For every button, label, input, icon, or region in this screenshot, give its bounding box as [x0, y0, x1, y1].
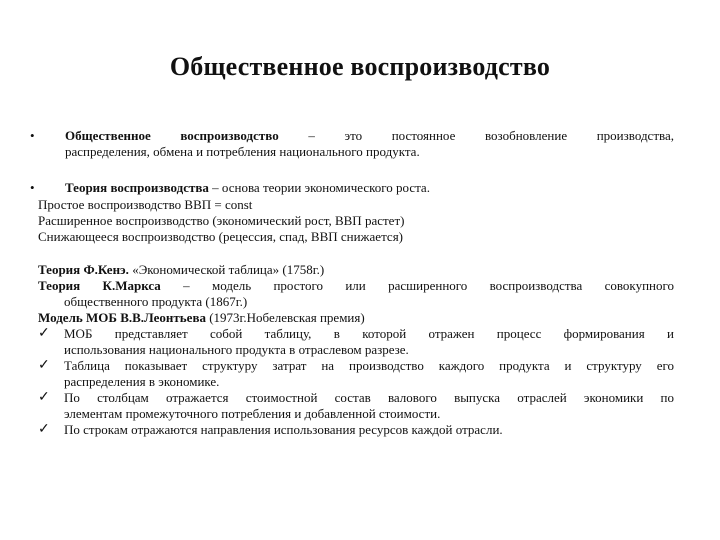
check-item-structure — [38, 358, 674, 390]
bold-term: Модель МОБ В.В.Леонтьева — [38, 310, 206, 325]
check-line1: МОБ представляет собой таблицу, в которой отражен процесс формирования и — [64, 326, 674, 341]
theory-quesnay — [38, 262, 674, 278]
type-decreasing: Снижающееся воспроизводство (рецессия, спад, ВВП снижается) — [38, 229, 403, 244]
theory-text: «Экономической таблица» (1758г.) — [128, 262, 325, 277]
check-item-table — [38, 326, 674, 358]
bullet-marker: • — [30, 128, 35, 143]
bullet-item-reproduction-theory — [30, 180, 674, 196]
check-line2: использования национального продукта в отраслевом разрезе. — [64, 342, 409, 357]
bullet-text-line1 — [65, 128, 674, 144]
check-item-columns — [38, 390, 674, 422]
type-extended: Расширенное воспроизводство (экономический рост, ВВП растет) — [38, 213, 405, 228]
bold-term: Теория воспроизводства — [65, 180, 209, 195]
bold-term: Теория К.Маркса — [38, 278, 161, 293]
theory-marx-line2: общественного продукта (1867г.) — [64, 294, 248, 309]
check-item-rows — [38, 422, 674, 438]
theory-text: (1973г.Нобелевская премия) — [205, 310, 365, 325]
bullet-text — [65, 128, 674, 160]
bullet-marker: • — [30, 180, 35, 195]
check-icon: ✓ — [38, 422, 50, 437]
check-icon: ✓ — [38, 326, 50, 341]
definition-text: – основа теории экономического роста. — [208, 180, 430, 195]
check-line2: элементам промежуточного потребления и добавленной стоимости. — [64, 406, 441, 421]
check-line1: Таблица показывает структуру затрат на производство каждого продукта и структуру его — [64, 358, 674, 373]
bullet-item-reproduction-definition — [30, 128, 674, 160]
bold-term: Общественное воспроизводство — [65, 128, 279, 143]
check-line2: распределения в экономике. — [64, 374, 220, 389]
check-line1: По строкам отражаются направления использования ресурсов каждой отрасли. — [64, 422, 503, 437]
check-icon: ✓ — [38, 358, 50, 373]
bullet-text — [65, 180, 674, 196]
theory-text: – модель простого или расширенного воспроизводства совокупного — [160, 278, 674, 293]
theory-leontief — [38, 310, 674, 326]
type-simple: Простое воспроизводство ВВП = const — [38, 197, 253, 212]
bold-term: Теория Ф.Кенэ. — [38, 262, 129, 277]
theories-block — [38, 262, 674, 438]
check-line1: По столбцам отражается стоимостной состав валового выпуска отраслей экономики по — [64, 390, 674, 405]
theory-marx-line1 — [38, 278, 674, 294]
check-icon: ✓ — [38, 390, 50, 405]
slide-title: Общественное воспроизводство — [169, 52, 551, 81]
bullet-text-line2: распределения, обмена и потребления национального продукта. — [65, 144, 420, 159]
definition-text: – это постоянное возобновление производства, — [278, 128, 674, 143]
